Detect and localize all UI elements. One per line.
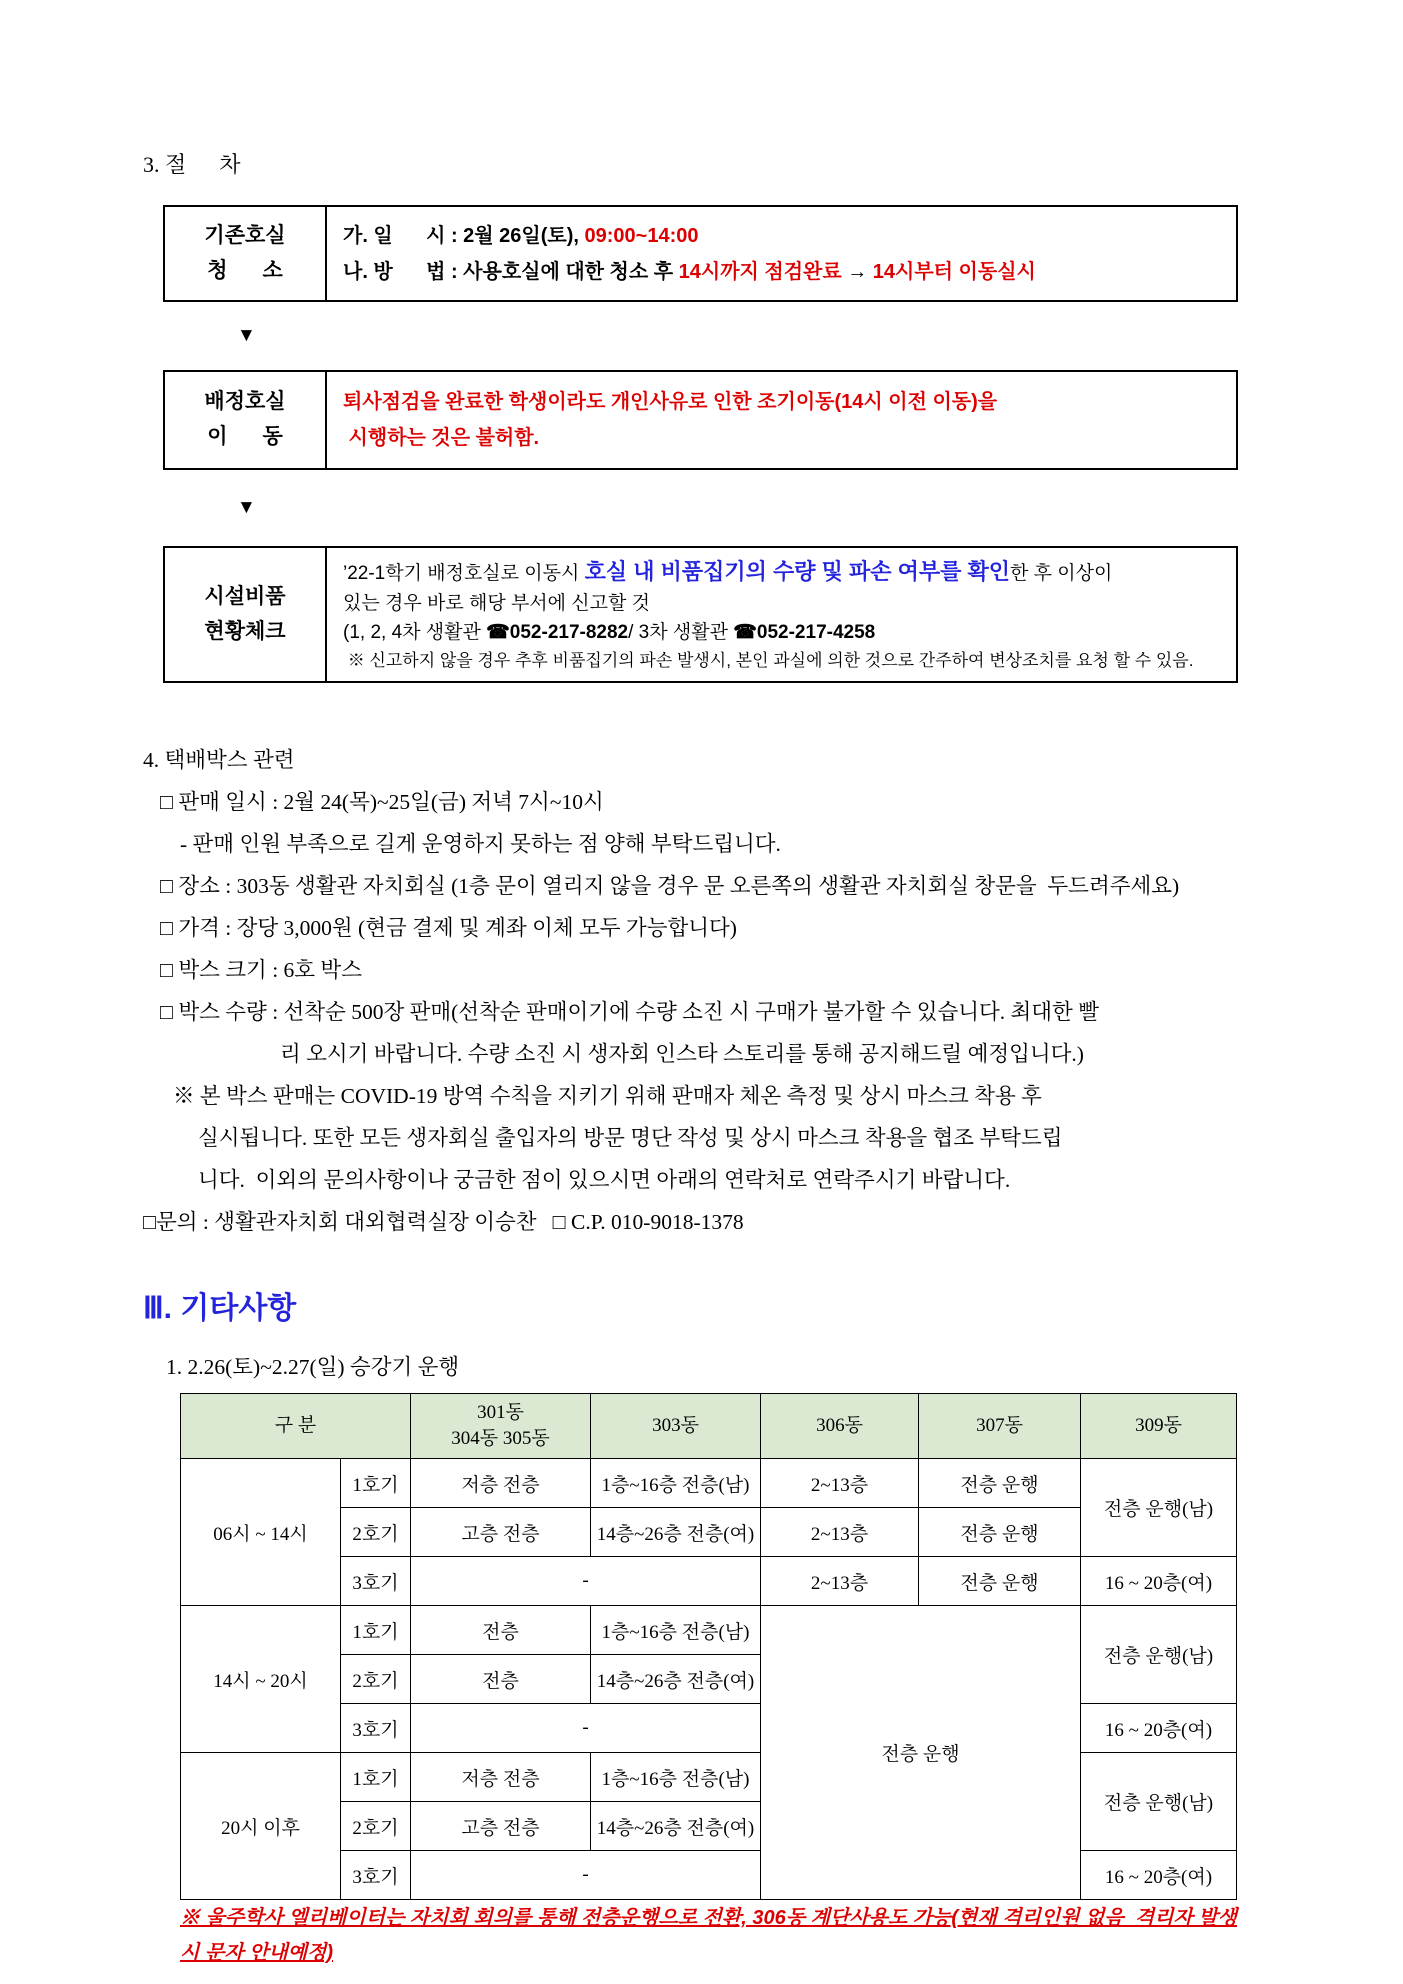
cell-301-303-dash: - xyxy=(411,1704,761,1753)
down-triangle-icon: ▼ xyxy=(237,497,256,518)
box3-line1-text: ’22-1학기 배정호실로 이동시 xyxy=(343,562,585,584)
cell-303: 14층~26층 전층(여) xyxy=(591,1508,761,1557)
cell-307: 전층 운행 xyxy=(919,1557,1081,1606)
box3-line1-tail: 한 후 이상이 xyxy=(1009,562,1113,584)
flow-box1-line2 xyxy=(343,254,1220,290)
flow-box3-line1 xyxy=(343,555,1220,589)
cell-301: 저층 전층 xyxy=(411,1459,591,1508)
box3-line3-text2: / 3차 생활관 xyxy=(628,622,734,644)
unit-cell: 3호기 xyxy=(341,1557,411,1606)
box3-line3-text1: (1, 2, 4차 생활관 xyxy=(343,622,487,644)
cell-309-merged: 전층 운행(남) xyxy=(1081,1753,1237,1851)
cell-309: 16 ~ 20층(여) xyxy=(1081,1704,1237,1753)
box1-line2-red2: 14시부터 이동실시 xyxy=(872,260,1036,283)
cell-301: 전층 xyxy=(411,1606,591,1655)
header-301-line1: 301동 xyxy=(477,1402,524,1424)
cell-309-merged: 전층 운행(남) xyxy=(1081,1606,1237,1704)
flow-box1-label-line1: 기존호실 xyxy=(204,223,286,247)
box1-line2-text: 나. 방 법 : 사용호실에 대한 청소 후 xyxy=(343,260,679,283)
delivery-line-covid-3: 니다. 이외의 문의사항이나 궁금한 점이 있으시면 아래의 연락처로 연락주시기 바랍니다. xyxy=(198,1168,1011,1192)
delivery-line-sale-date: □ 판매 일시 : 2월 24(목)~25일(금) 저녁 7시~10시 xyxy=(160,790,604,814)
flow-box3-label-line2: 현황체크 xyxy=(204,619,286,643)
unit-cell: 1호기 xyxy=(341,1459,411,1508)
header-303: 303동 xyxy=(591,1394,761,1459)
flow-box3-line4: ※ 신고하지 않을 경우 추후 비품집기의 파손 발생시, 본인 과실에 의한 것으로 간주하여 변상조치를 요청 할 수 있음. xyxy=(343,650,1194,670)
section-etc-heading: Ⅲ. 기타사항 xyxy=(143,1292,297,1325)
cell-307: 전층 운행 xyxy=(919,1459,1081,1508)
table-row xyxy=(181,1459,1237,1508)
header-301 xyxy=(411,1394,591,1459)
flow-box2-label-line2: 이 동 xyxy=(207,425,283,448)
flow-box2-line1: 퇴사점검을 완료한 학생이라도 개인사유로 인한 조기이동(14시 이전 이동)을 xyxy=(343,391,998,413)
cell-307: 전층 운행 xyxy=(919,1508,1081,1557)
unit-cell: 1호기 xyxy=(341,1606,411,1655)
box1-line2-arrow: → xyxy=(841,260,873,283)
box1-line2-red1: 14시까지 점검완료 xyxy=(678,260,842,283)
delivery-line-staff-note: - 판매 인원 부족으로 길게 운영하지 못하는 점 양해 부탁드립니다. xyxy=(180,832,781,856)
elevator-schedule-table-wrap xyxy=(180,1393,1237,1900)
flow-box1-label xyxy=(165,207,327,300)
flow-box-assigned-room-move xyxy=(163,370,1238,470)
flow-box3-label xyxy=(165,548,327,681)
time-cell-night: 20시 이후 xyxy=(181,1753,341,1900)
flow-arrow-2 xyxy=(163,470,1238,546)
unit-cell: 3호기 xyxy=(341,1704,411,1753)
down-triangle-icon: ▼ xyxy=(237,325,256,346)
flow-box3-label-line1: 시설비품 xyxy=(204,584,286,608)
delivery-box-section xyxy=(143,739,1313,1243)
flow-box3-content xyxy=(327,548,1236,681)
flow-box1-line1 xyxy=(343,218,1220,254)
unit-cell: 2호기 xyxy=(341,1508,411,1557)
cell-306: 2~13층 xyxy=(761,1557,919,1606)
box3-line1-blue: 호실 내 비품집기의 수량 및 파손 여부를 확인 xyxy=(584,558,1010,584)
footnote-line2: 시 문자 안내예정) xyxy=(180,1942,334,1964)
flow-arrow-1 xyxy=(163,302,1238,370)
cell-306: 2~13층 xyxy=(761,1459,919,1508)
footnote-line1: ※ 울주학사 엘리베이터는 자치회 회의를 통해 전층운행으로 전환, 306동 계단사용도 가능(현재 격리인원 없음_격리자 발생 xyxy=(180,1907,1237,1929)
flow-box1-content xyxy=(327,207,1236,300)
delivery-line-price: □ 가격 : 장당 3,000원 (현금 결제 및 계좌 이체 모두 가능합니다) xyxy=(160,916,737,940)
cell-301-303-dash: - xyxy=(411,1851,761,1900)
box1-line1-time-red: 09:00~14:00 xyxy=(584,224,699,247)
table-header-row xyxy=(181,1394,1237,1459)
flow-box3-line2: 있는 경우 바로 해당 부서에 신고할 것 xyxy=(343,592,650,614)
time-cell-afternoon: 14시 ~ 20시 xyxy=(181,1606,341,1753)
cell-303: 1층~16층 전층(남) xyxy=(591,1753,761,1802)
box3-phone-2: ☎052-217-4258 xyxy=(733,622,876,644)
cell-303: 1층~16층 전층(남) xyxy=(591,1606,761,1655)
flow-box2-label xyxy=(165,372,327,468)
procedure-flowchart xyxy=(163,205,1238,683)
header-gubun: 구 분 xyxy=(181,1394,411,1459)
flow-box1-label-line2: 청 소 xyxy=(207,258,283,282)
cell-309: 16 ~ 20층(여) xyxy=(1081,1851,1237,1900)
cell-301: 저층 전층 xyxy=(411,1753,591,1802)
cell-301-303-dash: - xyxy=(411,1557,761,1606)
unit-cell: 3호기 xyxy=(341,1851,411,1900)
box3-phone-1: ☎052-217-8282 xyxy=(486,622,629,644)
header-301-line2: 304동 305동 xyxy=(451,1428,550,1449)
flow-box2-label-line1: 배정호실 xyxy=(204,390,286,414)
unit-cell: 2호기 xyxy=(341,1802,411,1851)
elevator-schedule-subtitle: 1. 2.26(토)~2.27(일) 승강기 운행 xyxy=(166,1355,460,1379)
cell-306: 2~13층 xyxy=(761,1508,919,1557)
section4-title: 4. 택배박스 관련 xyxy=(143,748,295,772)
delivery-line-place: □ 장소 : 303동 생활관 자치회실 (1층 문이 열리지 않을 경우 문 오른쪽의 생활관 자치회실 창문을 두드려주세요) xyxy=(160,874,1180,898)
delivery-line-covid-1: ※ 본 박스 판매는 COVID-19 방역 수칙을 지키기 위해 판매자 체온 측정 및 상시 마스크 착용 후 xyxy=(173,1084,1042,1108)
flow-box-existing-room-cleaning xyxy=(163,205,1238,302)
header-306: 306동 xyxy=(761,1394,919,1459)
delivery-line-covid-2: 실시됩니다. 또한 모든 생자회실 출입자의 방문 명단 작성 및 상시 마스크 착용을 협조 부탁드립 xyxy=(198,1126,1063,1150)
flow-box3-line3 xyxy=(343,618,1220,647)
section3-title: 3. 절 차 xyxy=(143,152,241,177)
cell-303: 14층~26층 전층(여) xyxy=(591,1655,761,1704)
cell-301: 전층 xyxy=(411,1655,591,1704)
cell-309-merged: 전층 운행(남) xyxy=(1081,1459,1237,1557)
unit-cell: 2호기 xyxy=(341,1655,411,1704)
time-cell-morning: 06시 ~ 14시 xyxy=(181,1459,341,1606)
elevator-schedule-table xyxy=(180,1393,1237,1900)
cell-303: 14층~26층 전층(여) xyxy=(591,1802,761,1851)
unit-cell: 1호기 xyxy=(341,1753,411,1802)
box1-line1-text: 가. 일 시 : 2월 26일(토), xyxy=(343,224,585,247)
header-309: 309동 xyxy=(1081,1394,1237,1459)
delivery-line-quantity-1: □ 박스 수량 : 선착순 500장 판매(선착순 판매이기에 수량 소진 시 구매가 불가할 수 있습니다. 최대한 빨 xyxy=(160,1000,1099,1024)
cell-301: 고층 전층 xyxy=(411,1508,591,1557)
flow-box2-line2: 시행하는 것은 불허함. xyxy=(343,427,540,449)
cell-303: 1층~16층 전층(남) xyxy=(591,1459,761,1508)
flow-box2-content xyxy=(327,372,1236,468)
cell-301: 고층 전층 xyxy=(411,1802,591,1851)
cell-309: 16 ~ 20층(여) xyxy=(1081,1557,1237,1606)
delivery-line-box-size: □ 박스 크기 : 6호 박스 xyxy=(160,958,362,982)
delivery-line-quantity-2: 리 오시기 바랍니다. 수량 소진 시 생자회 인스타 스토리를 통해 공지해드릴 예정입니다.) xyxy=(280,1042,1084,1066)
elevator-footnote xyxy=(180,1901,1260,1971)
table-row xyxy=(181,1606,1237,1655)
cell-306-307-merged: 전층 운행 xyxy=(761,1606,1081,1900)
flow-box-facility-check xyxy=(163,546,1238,683)
delivery-line-contact: □문의 : 생활관자치회 대외협력실장 이승찬 □ C.P. 010-9018-1378 xyxy=(143,1210,744,1234)
header-307: 307동 xyxy=(919,1394,1081,1459)
